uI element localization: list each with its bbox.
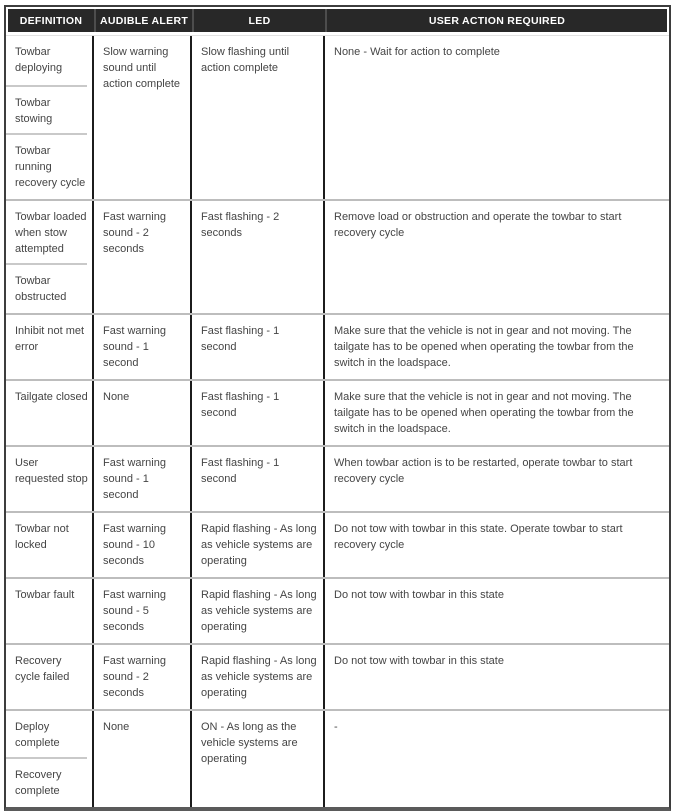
audible-alert-cell: Fast warning sound - 1 second — [94, 447, 192, 511]
definition-text: Towbar not locked — [15, 523, 69, 551]
definition-cell — [6, 579, 94, 643]
definition-text: Recovery cycle failed — [15, 655, 70, 683]
definition-cell — [6, 645, 94, 709]
header-definition: DEFINITION — [8, 9, 96, 32]
audible-alert-cell: Fast warning sound - 5 seconds — [94, 579, 192, 643]
definition-text: Towbar running recovery cycle — [15, 145, 86, 189]
user-action-cell: Make sure that the vehicle is not in gear and not moving. The tailgate has to be opened when operating the towbar from the switch in the loadspace. — [334, 325, 634, 369]
audible-alert-cell: Slow warning sound until action complete — [94, 36, 192, 199]
user-action-cell: Remove load or obstruction and operate the towbar to start recovery cycle — [334, 211, 622, 239]
header-user-action: USER ACTION REQUIRED — [428, 15, 566, 27]
table-row — [6, 577, 669, 643]
audible-alert-cell: Fast warning sound - 2 seconds — [94, 645, 192, 709]
table-row — [6, 643, 669, 709]
user-action-cell: Do not tow with towbar in this state. Operate towbar to start recovery cycle — [334, 523, 623, 551]
led-cell: Slow flashing until action complete — [192, 36, 325, 199]
led-cell: Fast flashing - 1 second — [192, 447, 325, 511]
user-action-cell: - — [334, 721, 338, 733]
user-action-cell: When towbar action is to be restarted, operate towbar to start recovery cycle — [334, 457, 633, 485]
user-action-cell: Do not tow with towbar in this state — [334, 589, 504, 601]
table-header-row — [8, 9, 667, 32]
definition-text: Inhibit not met error — [15, 325, 85, 353]
definition-text: Tailgate closed — [15, 391, 88, 403]
definition-cell — [6, 447, 94, 511]
definition-cell — [6, 711, 94, 807]
user-action-cell: Make sure that the vehicle is not in gear and not moving. The tailgate has to be opened when operating the towbar from the switch in the loadspace. — [334, 391, 634, 435]
led-cell: Fast flashing - 2 seconds — [192, 201, 325, 313]
table-row — [6, 313, 669, 379]
definition-text: User requested stop — [15, 457, 88, 485]
definition-text: Towbar deploying — [6, 36, 92, 87]
definition-text: Towbar obstructed — [15, 275, 67, 303]
definition-cell — [6, 513, 94, 577]
led-cell: Rapid flashing - As long as vehicle systems are operating — [192, 579, 325, 643]
user-action-cell: None - Wait for action to complete — [334, 46, 500, 58]
definition-cell — [6, 36, 94, 199]
led-cell: Fast flashing - 1 second — [192, 381, 325, 445]
audible-alert-cell: Fast warning sound - 10 seconds — [94, 513, 192, 577]
towbar-status-table — [4, 5, 671, 811]
user-action-cell: Do not tow with towbar in this state — [334, 655, 504, 667]
audible-alert-cell: None — [94, 381, 192, 445]
definition-cell — [6, 315, 94, 379]
table-row — [6, 445, 669, 511]
audible-alert-cell: Fast warning sound - 2 seconds — [94, 201, 192, 313]
led-cell: Rapid flashing - As long as vehicle systems are operating — [192, 645, 325, 709]
definition-cell — [6, 381, 94, 445]
definition-cell — [6, 201, 94, 313]
led-cell: Fast flashing - 1 second — [192, 315, 325, 379]
definition-text: Towbar fault — [15, 589, 75, 601]
table-row — [6, 199, 669, 313]
table-row — [6, 379, 669, 445]
table-body — [6, 35, 669, 807]
header-audible-alert: AUDIBLE ALERT — [96, 9, 194, 32]
audible-alert-cell: None — [94, 711, 192, 807]
led-cell: Rapid flashing - As long as vehicle systems are operating — [192, 513, 325, 577]
table-row — [6, 36, 669, 199]
header-led: LED — [194, 9, 327, 32]
definition-text: Recovery complete — [15, 769, 62, 797]
table-row — [6, 709, 669, 807]
definition-text: Deploy complete — [6, 711, 92, 759]
definition-text: Towbar stowing — [6, 87, 92, 135]
table-row — [6, 511, 669, 577]
definition-text: Towbar loaded when stow attempted — [6, 201, 92, 265]
audible-alert-cell: Fast warning sound - 1 second — [94, 315, 192, 379]
led-cell: ON - As long as the vehicle systems are operating — [192, 711, 325, 807]
